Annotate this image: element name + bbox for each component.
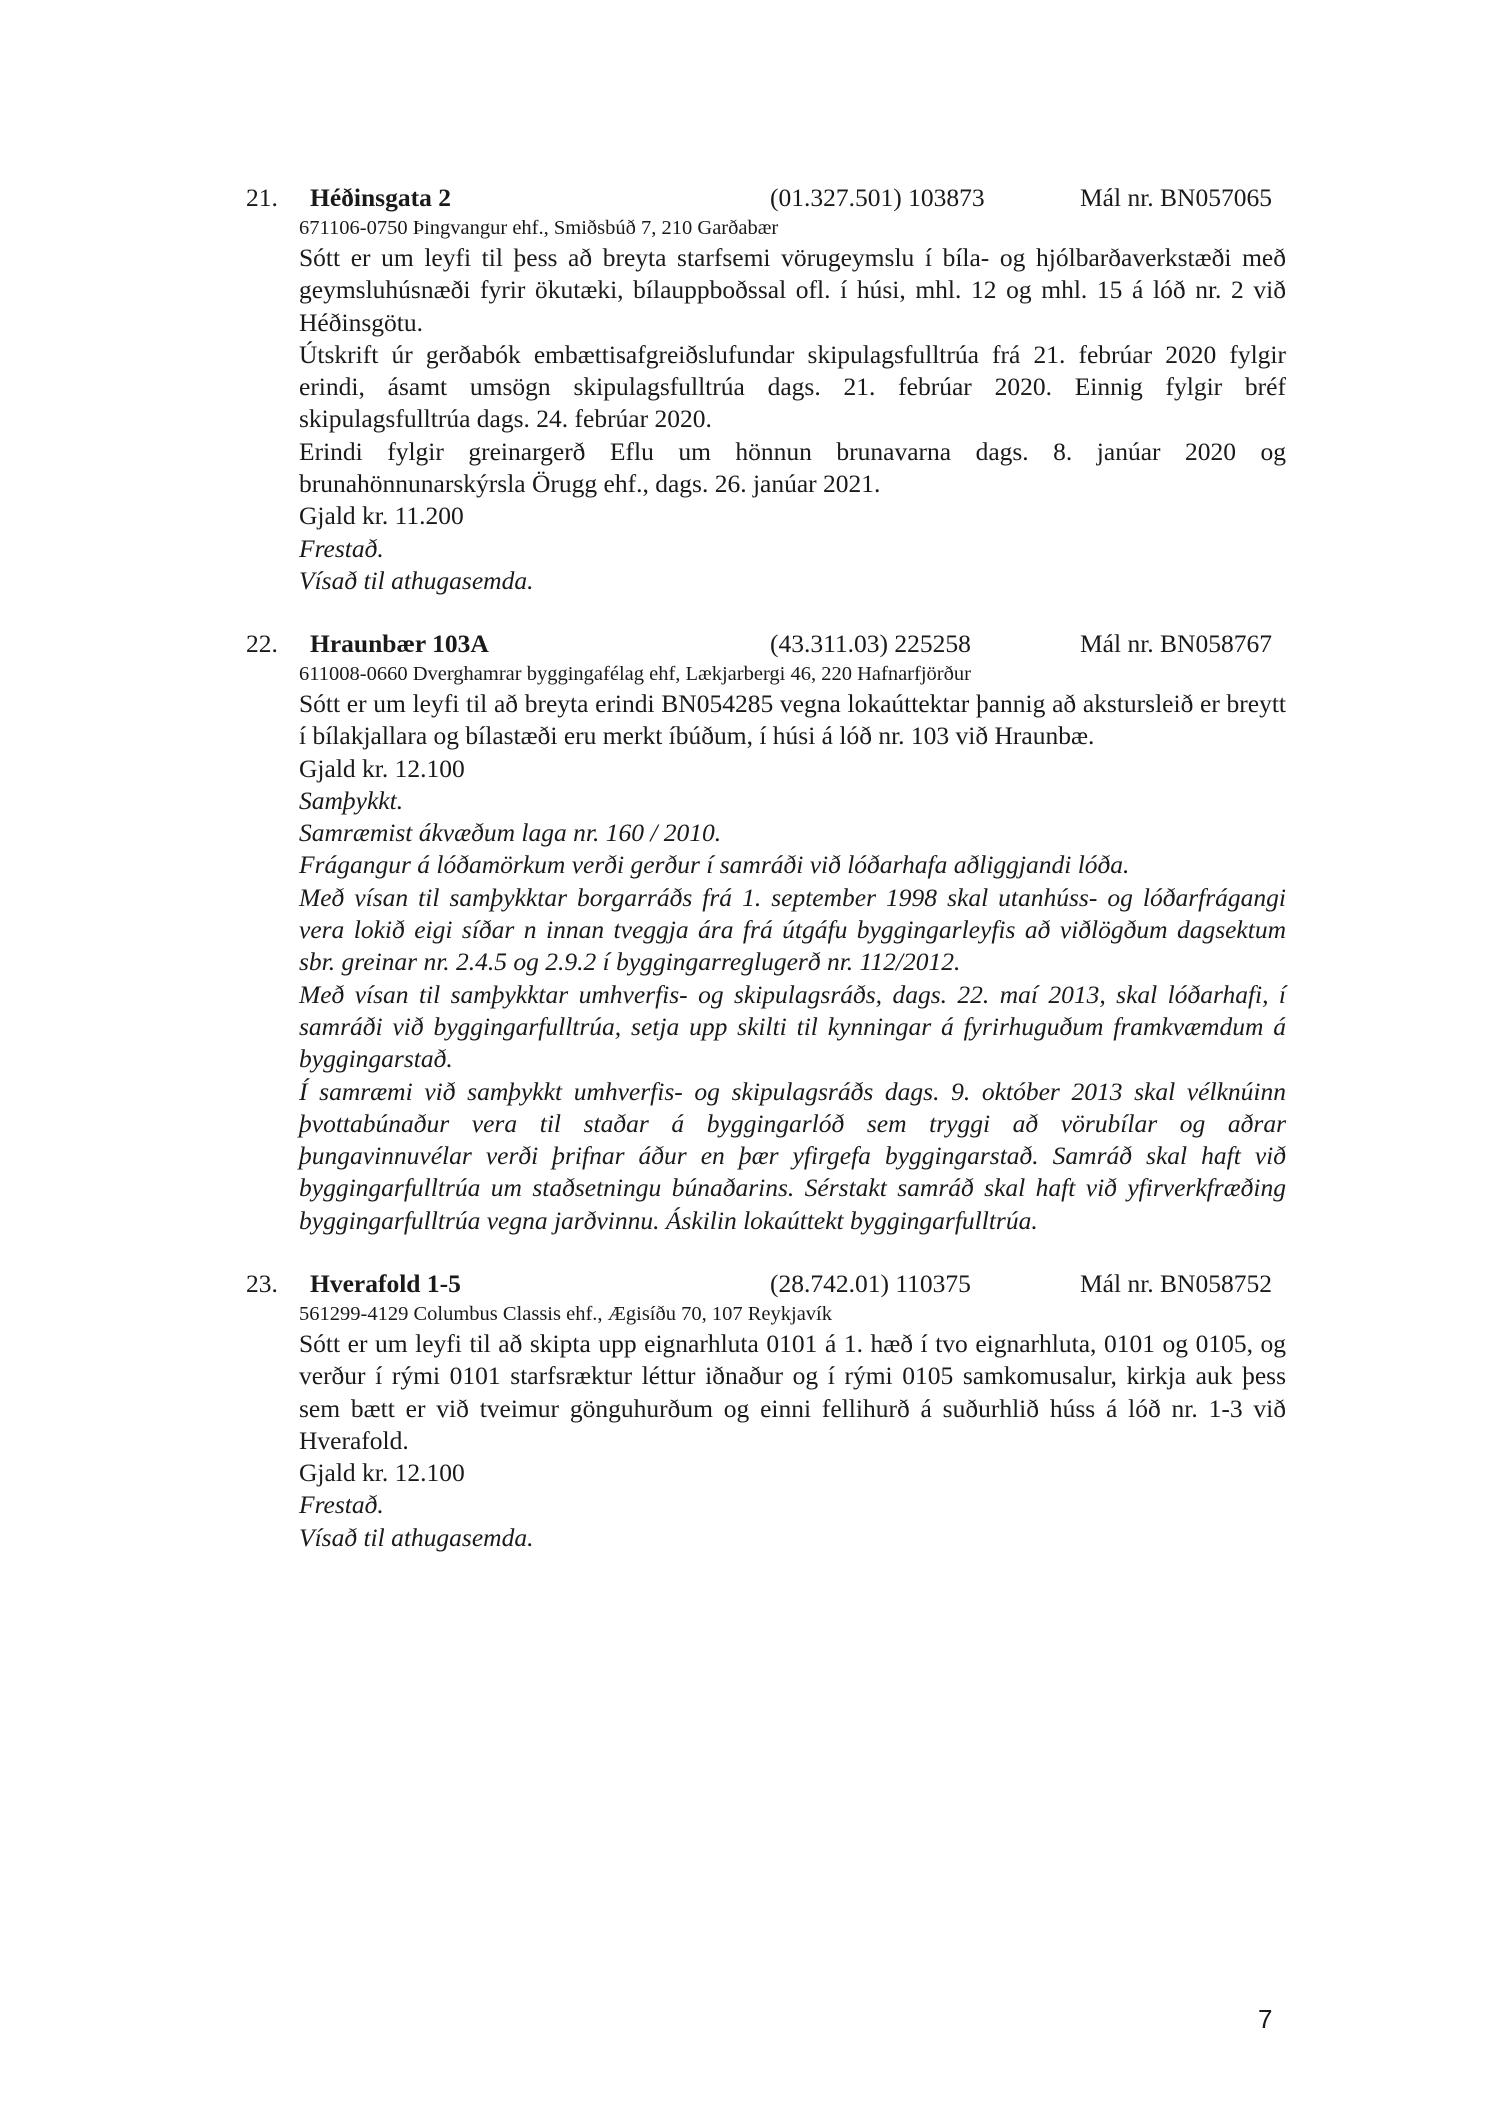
entry-address: Hraunbær 103A: [310, 629, 489, 658]
entry-decision: Í samræmi við samþykkt umhverfis- og skipulagsráðs dags. 9. október 2013 skal vélknúinn þvottabúnaður vera til staðar á byggingarlóð sem tryggi að vörubílar og aðrar þungavinnuvélar verði þrifnar áður en þær yfirgefa byggingarstað. Samráð skal haft við byggingarfulltrúa um staðsetningu búnaðarins. Sérstakt samráð skal haft við yfirverkfræðing byggingarfulltrúa vegna jarðvinnu. Áskilin lokaúttekt byggingarfulltrúa.: [299, 1076, 1286, 1235]
entry-land-ref: (43.311.03) 225258: [770, 629, 971, 658]
entry-case-number: Mál nr. BN058752: [1080, 1269, 1272, 1298]
entry-decision: Frestað.: [299, 1490, 384, 1520]
entry-applicant: 561299-4129 Columbus Classis ehf., Ægisíðu 70, 107 Reykjavík: [299, 1303, 832, 1325]
entry-land-ref: (28.742.01) 110375: [770, 1269, 971, 1298]
entry-paragraph: Útskrift úr gerðabók embættisafgreiðslufundar skipulagsfulltrúa frá 21. febrúar 2020 fylgir erindi, ásamt umsögn skipulagsfulltrúa dags. 21. febrúar 2020. Einnig fylgir bréf skipulagsfulltrúa dags. 24. febrúar 2020.: [299, 339, 1286, 434]
page-number: 7: [1258, 2004, 1273, 2034]
entry-number: 21.: [246, 183, 278, 212]
entry-applicant: 611008-0660 Dverghamrar byggingafélag ehf, Lækjarbergi 46, 220 Hafnarfjörður: [299, 663, 971, 685]
entry-decision: Frágangur á lóðamörkum verði gerður í samráði við lóðarhafa aðliggjandi lóða.: [299, 850, 1130, 880]
entry-decision: Samræmist ákvæðum laga nr. 160 / 2010.: [299, 818, 722, 848]
entry-address: Hverafold 1-5: [310, 1269, 461, 1298]
entry-decision: Með vísan til samþykktar borgarráðs frá 1. september 1998 skal utanhúss- og lóðarfrágangi vera lokið eigi síðar n innan tveggja ára frá útgáfu byggingarleyfis að viðlögðum dagsektum sbr. greinar nr. 2.4.5 og 2.9.2 í byggingarreglugerð nr. 112/2012.: [299, 882, 1286, 977]
case-entry: [246, 181, 1286, 597]
entry-paragraph: Erindi fylgir greinargerð Eflu um hönnun brunavarna dags. 8. janúar 2020 og brunahönnunarskýrsla Örugg ehf., dags. 26. janúar 2021.: [299, 436, 1286, 499]
entry-fee: Gjald kr. 11.200: [299, 501, 464, 531]
entry-body: [299, 1301, 1286, 1554]
entry-body: [299, 661, 1286, 1237]
entry-decision: Vísað til athugasemda.: [299, 1522, 534, 1552]
entry-case-number: Mál nr. BN058767: [1080, 629, 1272, 658]
entry-case-number: Mál nr. BN057065: [1080, 183, 1272, 212]
case-entry: [246, 1267, 1286, 1554]
entry-body: [299, 215, 1286, 597]
entry-header: [246, 1267, 1286, 1301]
entry-address: Héðinsgata 2: [310, 183, 451, 212]
entry-decision: Vísað til athugasemda.: [299, 565, 534, 595]
entry-paragraph: Sótt er um leyfi til þess að breyta starfsemi vörugeymslu í bíla- og hjólbarðaverkstæði með geymsluhúsnæði fyrir ökutæki, bílauppboðssal ofl. í húsi, mhl. 12 og mhl. 15 á lóð nr. 2 við Héðinsgötu.: [299, 243, 1286, 337]
entry-applicant: 671106-0750 Þingvangur ehf., Smiðsbúð 7, 210 Garðabær: [299, 217, 779, 239]
case-entry: [246, 627, 1286, 1237]
entry-header: [246, 627, 1286, 661]
entry-decision: Samþykkt.: [299, 785, 404, 815]
entry-paragraph: Sótt er um leyfi til að breyta erindi BN054285 vegna lokaúttektar þannig að akstursleið er breytt í bílakjallara og bílastæði eru merkt íbúðum, í húsi á lóð nr. 103 við Hraunbæ.: [299, 689, 1286, 751]
entry-fee: Gjald kr. 12.100: [299, 753, 465, 783]
entry-header: [246, 181, 1286, 215]
entry-fee: Gjald kr. 12.100: [299, 1458, 465, 1488]
entry-number: 22.: [246, 629, 278, 658]
entry-paragraph: Sótt er um leyfi til að skipta upp eignarhluta 0101 á 1. hæð í tvo eignarhluta, 0101 og 0105, og verður í rými 0101 starfsræktur léttur iðnaður og í rými 0105 samkomusalur, kirkja auk þess sem bætt er við tveimur gönguhurðum og einni fellihurð á suðurhlið húss á lóð nr. 1-3 við Hverafold.: [299, 1329, 1286, 1455]
entry-decision: Með vísan til samþykktar umhverfis- og skipulagsráðs, dags. 22. maí 2013, skal lóðarhafi, í samráði við byggingarfulltrúa, setja upp skilti til kynningar á fyrirhuguðum framkvæmdum á byggingarstað.: [299, 979, 1286, 1074]
entry-land-ref: (01.327.501) 103873: [770, 183, 985, 212]
entry-number: 23.: [246, 1269, 278, 1298]
entry-decision: Frestað.: [299, 533, 384, 563]
